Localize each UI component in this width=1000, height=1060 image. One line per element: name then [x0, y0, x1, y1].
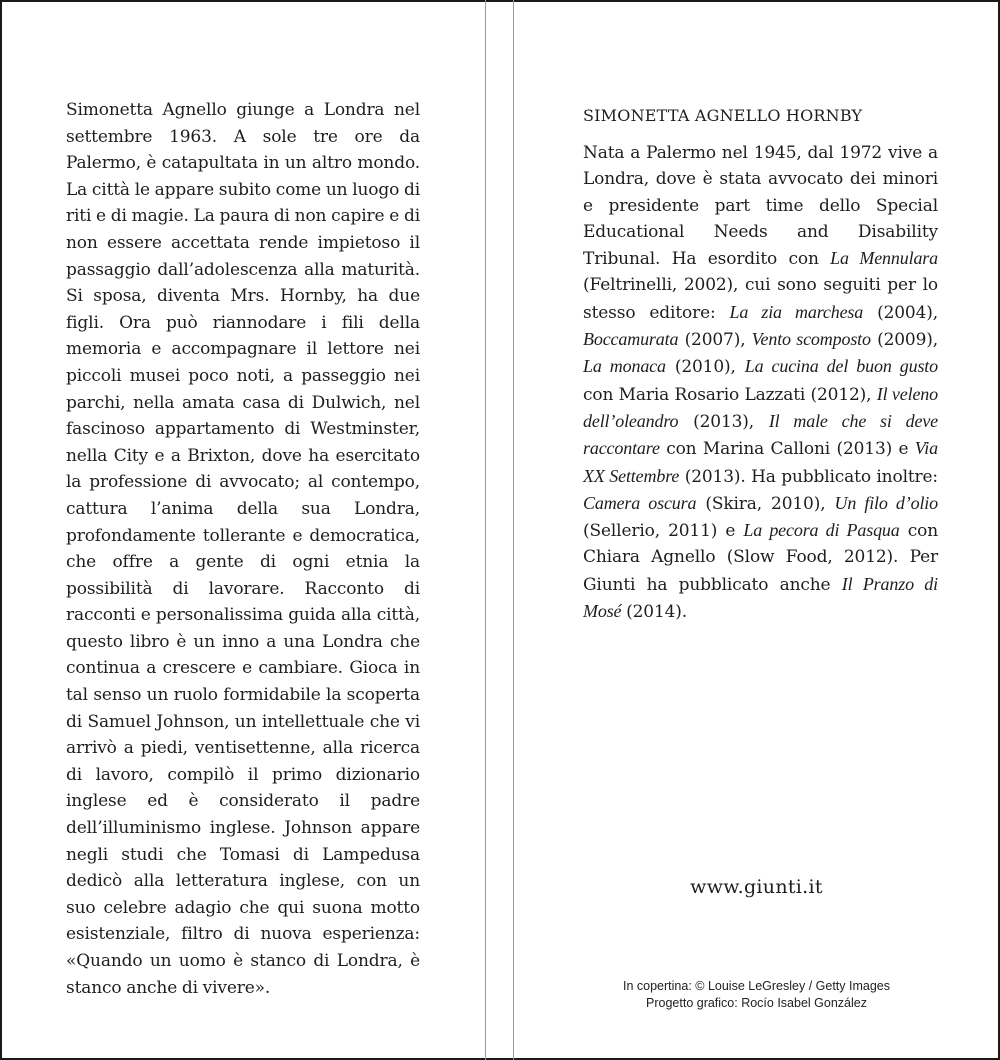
bio-text: (2013). Ha pubblicato inoltre: — [679, 466, 939, 487]
book-title: Il Pranzo di Mosé — [583, 573, 939, 622]
book-title: Il male che si deve raccontare — [583, 410, 938, 459]
bio-text: (2014). — [621, 602, 688, 623]
bio-text: (Skira, 2010), — [696, 493, 835, 514]
book-title: Un filo d’olio — [834, 492, 938, 513]
bio-text: Nata a Palermo nel 1945, dal 1972 vive a Londra, dove è stata avvocato dei minori e presidente part time dello Special Educational Needs and Disability Tribunal. Ha esordito con — [583, 143, 938, 270]
book-title: La cucina del buon gusto — [744, 356, 938, 377]
bio-text: (2009), — [870, 330, 938, 351]
book-title: La monaca — [583, 356, 666, 377]
book-title: La zia marchesa — [729, 301, 864, 322]
bio-text: (Sellerio, 2011) e — [583, 521, 744, 542]
design-credit-line: Progetto grafico: Rocío Isabel González — [646, 996, 867, 1010]
book-title: Camera oscura — [583, 492, 697, 513]
book-title: La Mennulara — [830, 248, 939, 269]
author-biography — [583, 140, 938, 625]
bio-text: (2010), — [665, 357, 745, 378]
book-title: Il veleno dell’oleandro — [583, 383, 938, 431]
book-title: Via XX Settembre — [583, 438, 938, 486]
book-title: Vento scomposto — [751, 329, 871, 350]
bio-text: (2004), — [863, 302, 938, 323]
cover-credits — [513, 978, 1000, 1012]
fold-line-left — [485, 0, 486, 1060]
fold-line-right — [513, 0, 514, 1060]
book-blurb: Simonetta Agnello giunge a Londra nel settembre 1963. A sole tre ore da Palermo, è catapultata in un altro mondo. La città le appare subito come un luogo di riti e di magie. La paura di non capire e di non essere accettata rende impietoso il passaggio dall’adolescenza alla maturità. Si sposa, diventa Mrs. Hornby, ha due figli. Ora può riannodare i fili della memoria e accompagnare il lettore nei piccoli musei poco noti, a passeggio nei parchi, nella amata casa di Dulwich, nel fascinoso appartamento di Westminster, nella City e a Brixton, dove ha esercitato la professione di avvocato; al contempo, cattura l’anima della sua Londra, profondamente tollerante e democratica, che offre a gente di ogni etnia la possibilità di lavorare. Racconto di racconti e personalissima guida alla città, questo libro è un inno a una Londra che continua a crescere e cambiare. Gioca in tal senso un ruolo formidabile la scoperta di Samuel Johnson, un intellettuale che vi arrivò a piedi, ventisettenne, alla ricerca di lavoro, compilò il primo dizionario inglese ed è considerato il padre dell’illuminismo inglese. Johnson appare negli studi che Tomasi di Lampedusa dedicò alla letteratura inglese, con un suo celebre adagio che qui suona motto esistenziale, filtro di nuova esperienza: «Quando un uomo è stanco di Londra, è stanco anche di vivere». — [66, 100, 420, 998]
book-title: La pecora di Pasqua — [743, 520, 900, 541]
cover-credit-line: In copertina: © Louise LeGresley / Getty Images — [623, 979, 890, 993]
right-page-column — [583, 103, 938, 625]
bio-text: con Maria Rosario Lazzati (2012), — [583, 384, 877, 405]
bio-text: con Marina Calloni (2013) e — [659, 439, 915, 460]
bio-text: con Chiara Agnello (Slow Food, 2012). Per Giunti ha pubblicato anche — [583, 521, 938, 595]
bio-text: (Feltrinelli, 2002), cui sono seguiti per lo stesso editore: — [583, 275, 938, 323]
book-title: Boccamurata — [583, 329, 679, 350]
publisher-website: www.giunti.it — [690, 876, 823, 898]
author-heading: SIMONETTA AGNELLO HORNBY — [583, 106, 863, 125]
bio-text: (2013), — [678, 411, 769, 432]
left-page-column — [66, 97, 420, 1001]
bio-text: (2007), — [678, 330, 752, 351]
